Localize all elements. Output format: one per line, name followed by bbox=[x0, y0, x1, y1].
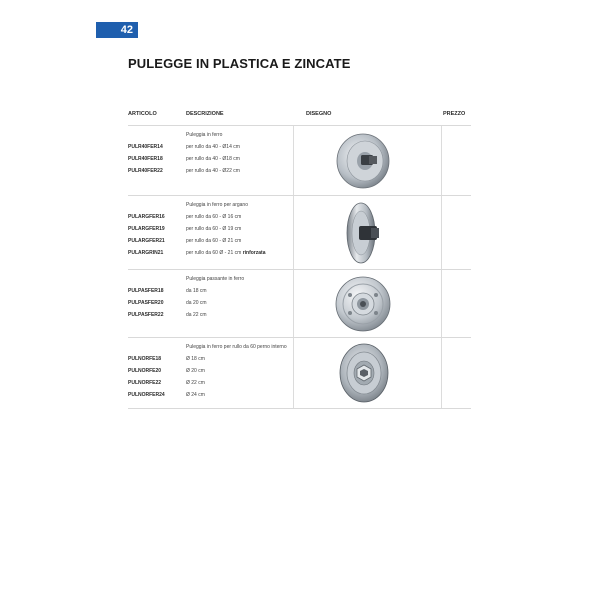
article-code: PULARGFER16 bbox=[128, 214, 165, 220]
row-description: per rullo da 60 - Ø 16 cm bbox=[186, 214, 242, 220]
article-code: PULARGFER21 bbox=[128, 238, 165, 244]
row-description: Ø 18 cm bbox=[186, 356, 205, 362]
article-code: PULARGRIN21 bbox=[128, 250, 164, 256]
row-description: da 22 cm bbox=[186, 312, 207, 318]
table-header bbox=[128, 103, 471, 126]
page-title: PULEGGE IN PLASTICA E ZINCATE bbox=[128, 56, 351, 71]
product-table bbox=[128, 103, 471, 409]
article-code: PULNORFE20 bbox=[128, 368, 162, 374]
page-number: 42 bbox=[120, 24, 133, 36]
article-code: PULPASFER22 bbox=[128, 312, 164, 318]
row-description: Ø 24 cm bbox=[186, 392, 205, 398]
article-code: PULARGFER19 bbox=[128, 226, 165, 232]
pulley-inner-pin-icon bbox=[338, 342, 390, 404]
product-group bbox=[128, 338, 471, 409]
pulley-through-icon bbox=[333, 275, 393, 333]
group-description: Puleggia passante in ferro bbox=[186, 276, 245, 282]
row-description: per rullo da 40 - Ø22 cm bbox=[186, 168, 240, 174]
header-descrizione: DESCRIZIONE bbox=[186, 111, 224, 117]
row-description: per rullo da 40 - Ø18 cm bbox=[186, 156, 240, 162]
article-code: PULNORFER24 bbox=[128, 392, 165, 398]
product-group bbox=[128, 270, 471, 338]
pulley-winch-icon bbox=[343, 201, 383, 265]
row-description: per rullo da 60 - Ø 21 cm bbox=[186, 238, 242, 244]
group-description: Puleggia in ferro bbox=[186, 132, 223, 138]
row-description: Ø 20 cm bbox=[186, 368, 205, 374]
article-code: PULNORFE18 bbox=[128, 356, 162, 362]
group-description: Puleggia in ferro per argano bbox=[186, 202, 248, 208]
row-description: per rullo da 60 - Ø 19 cm bbox=[186, 226, 242, 232]
page-number-badge bbox=[96, 22, 138, 38]
article-code: PULPASFER20 bbox=[128, 300, 164, 306]
header-articolo: ARTICOLO bbox=[128, 111, 157, 117]
header-prezzo: PREZZO bbox=[443, 111, 466, 117]
row-description: da 18 cm bbox=[186, 288, 207, 294]
header-disegno: DISEGNO bbox=[306, 111, 332, 117]
pulley-iron-icon bbox=[333, 133, 393, 189]
group-description: Puleggia in ferro per rullo da 60 perno interno bbox=[186, 344, 287, 350]
row-description: da 20 cm bbox=[186, 300, 207, 306]
reinforced-note: rinforzata bbox=[242, 250, 266, 256]
article-code: PULR40FER14 bbox=[128, 144, 163, 150]
product-group bbox=[128, 196, 471, 270]
product-group bbox=[128, 126, 471, 196]
article-code: PULNORFE22 bbox=[128, 380, 162, 386]
article-code: PULR40FER22 bbox=[128, 168, 163, 174]
row-description: Ø 22 cm bbox=[186, 380, 205, 386]
row-description: per rullo da 60 Ø - 21 cm rinforzata bbox=[186, 250, 266, 256]
article-code: PULR40FER18 bbox=[128, 156, 163, 162]
article-code: PULPASFER18 bbox=[128, 288, 164, 294]
row-description: per rullo da 40 - Ø14 cm bbox=[186, 144, 240, 150]
